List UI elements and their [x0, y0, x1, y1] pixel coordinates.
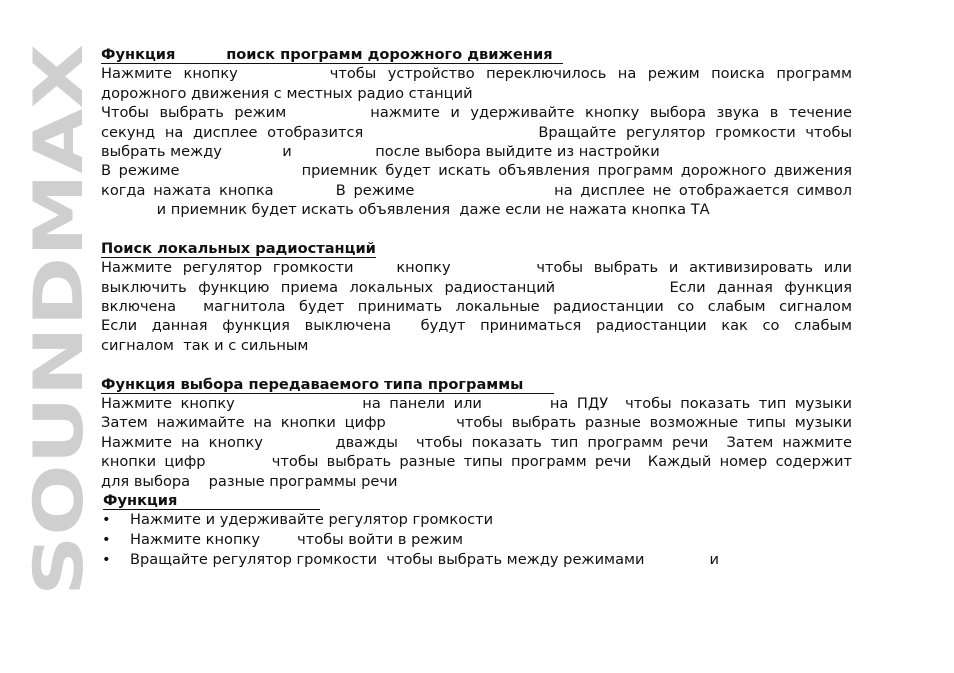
soundmax-logo [20, 40, 99, 600]
paragraph-line: выбрать между и после выбора выйдите из настройки [101, 142, 660, 160]
list-item-text: Вращайте регулятор громкости чтобы выбрать между режимами и [130, 550, 719, 568]
section-spacer [101, 220, 852, 239]
paragraph-line: выключить функцию приема локальных радиостанций Если данная функция [101, 278, 852, 296]
paragraph-line: секунд на дисплее отобразится Вращайте регулятор громкости чтобы [101, 123, 852, 141]
paragraph-line: Затем нажимайте на кнопки цифр чтобы выбрать разные возможные типы музыки [101, 414, 852, 432]
section-heading-program-type [101, 375, 852, 394]
section-heading-text: Функция [103, 491, 320, 509]
paragraph-line: Нажмите регулятор громкости кнопку чтобы выбрать и активизировать или [101, 259, 852, 277]
paragraph-line: сигналом так и с сильным [101, 336, 309, 354]
section-heading-function [101, 491, 852, 510]
paragraph-line: В режиме приемник будет искать объявления программ дорожного движения [101, 162, 852, 180]
paragraph-line: Нажмите на кнопку дважды чтобы показать тип программ речи Затем нажмите [101, 433, 852, 451]
soundmax-logo-text: SOUNDMAX [20, 147, 99, 596]
section-heading-text: Функция выбора передаваемого типа программы [101, 375, 554, 393]
section-heading-traffic-search [101, 45, 852, 64]
section-heading-local-stations [101, 239, 852, 258]
paragraph-line: Нажмите кнопку на панели или на ПДУ чтобы показать тип музыки [101, 395, 852, 413]
bullet-icon: • [102, 550, 111, 568]
paragraph-line: для выбора разные программы речи [101, 472, 398, 490]
section-heading-text: Функция поиск программ дорожного движения [101, 46, 563, 63]
list-item [101, 510, 852, 530]
section-heading-text: Поиск локальных радиостанций [101, 239, 376, 257]
paragraph-line: кнопки цифр чтобы выбрать разные типы программ речи Каждый номер содержит [101, 453, 852, 471]
section-spacer [101, 355, 852, 374]
paragraph-line: дорожного движения с местных радио станций [101, 84, 473, 102]
bullet-icon: • [102, 511, 111, 529]
instruction-list [101, 510, 852, 569]
list-item-text: Нажмите и удерживайте регулятор громкости [130, 511, 494, 529]
paragraph-line: когда нажата кнопка В режиме на дисплее не отображается символ [101, 181, 852, 199]
paragraph-line: Чтобы выбрать режим нажмите и удерживайте кнопку выбора звука в течение [101, 104, 852, 122]
list-item-text: Нажмите кнопку чтобы войти в режим [130, 531, 464, 549]
document-body [101, 45, 852, 570]
soundmax-logo-graphic [20, 40, 99, 600]
paragraph-line: Нажмите кнопку чтобы устройство переключилось на режим поиска программ [101, 65, 852, 83]
paragraph-line: включена магнитола будет принимать локальные радиостанции со слабым сигналом [101, 298, 852, 316]
paragraph-line: и приемник будет искать объявления даже если не нажата кнопка ТА [101, 201, 710, 219]
list-item [101, 550, 852, 570]
bullet-icon: • [102, 531, 111, 549]
paragraph-line: Если данная функция выключена будут приниматься радиостанции как со слабым [101, 317, 852, 335]
list-item [101, 530, 852, 550]
